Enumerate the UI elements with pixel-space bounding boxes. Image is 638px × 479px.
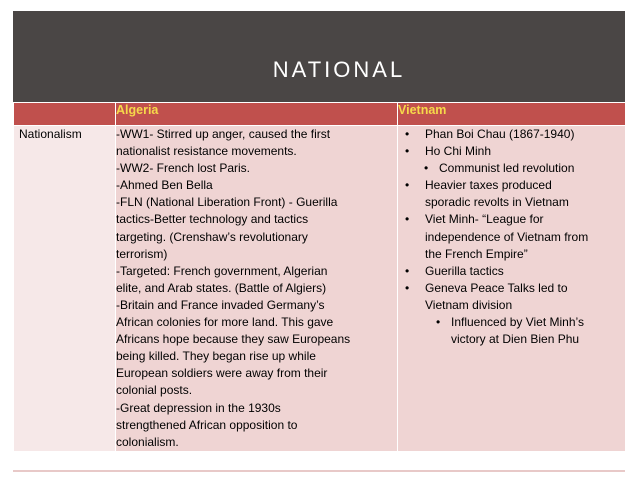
list-item-text: victory at Dien Bien Phu <box>451 332 580 347</box>
slide-title: NATIONAL <box>272 57 406 82</box>
bottom-divider <box>13 470 625 472</box>
bullet-icon: • <box>405 263 410 278</box>
nationalism-table <box>13 102 626 452</box>
header-empty-cell <box>14 103 116 126</box>
bullet-icon: • <box>405 178 410 193</box>
list-item-text: Ho Chi Minh <box>425 144 492 159</box>
algeria-line: European soldiers were away from their <box>116 366 328 381</box>
list-item-text: Viet Minh- “League for <box>425 212 544 227</box>
list-item <box>398 263 625 280</box>
algeria-line: tactics-Better technology and tactics <box>116 212 309 227</box>
algeria-line: strengthened African opposition to <box>116 417 298 432</box>
list-item-text: independence of Vietnam from <box>425 229 589 244</box>
algeria-line: targeting. (Crenshaw’s revolutionary <box>116 229 308 244</box>
list-item <box>398 177 625 194</box>
algeria-line: -WW2- French lost Paris. <box>116 161 251 176</box>
list-item-text: Influenced by Viet Minh’s <box>451 315 584 330</box>
algeria-cell <box>116 126 398 452</box>
table-header-row <box>14 103 626 126</box>
list-item <box>398 246 625 263</box>
list-item-text: Heavier taxes produced <box>425 178 552 193</box>
bullet-icon: • <box>405 127 410 141</box>
algeria-line: -Britain and France invaded Germany’s <box>116 297 325 312</box>
bullet-icon: • <box>405 280 410 295</box>
list-item <box>398 229 625 246</box>
list-item <box>398 143 625 160</box>
list-item <box>398 314 625 331</box>
list-item <box>398 331 625 348</box>
algeria-line: being killed. They began rise up while <box>116 349 316 364</box>
list-item-text: sporadic revolts in Vietnam <box>425 195 569 210</box>
table-row <box>14 126 626 452</box>
algeria-line: -WW1- Stirred up anger, caused the first <box>116 127 331 141</box>
row-label-nationalism: Nationalism <box>14 126 116 452</box>
bullet-icon: • <box>424 161 429 176</box>
bullet-icon: • <box>405 212 410 227</box>
algeria-line: -Targeted: French government, Algerian <box>116 263 328 278</box>
list-item <box>398 194 625 211</box>
algeria-line: African colonies for more land. This gave <box>116 315 334 330</box>
list-item-text: Communist led revolution <box>439 161 575 176</box>
algeria-line: colonial posts. <box>116 383 193 398</box>
algeria-line: colonialism. <box>116 434 179 449</box>
algeria-line: -FLN (National Liberation Front) - Guerilla <box>116 195 338 210</box>
bullet-icon: • <box>405 144 410 159</box>
bullet-icon: • <box>436 315 441 330</box>
list-item-text: the French Empire” <box>425 246 528 261</box>
algeria-line: -Great depression in the 1930s <box>116 400 281 415</box>
list-item <box>398 160 625 177</box>
list-item <box>398 211 625 228</box>
algeria-line: nationalist resistance movements. <box>116 144 297 159</box>
list-item <box>398 297 625 314</box>
algeria-line: elite, and Arab states. (Battle of Algiers) <box>116 280 327 295</box>
list-item-text: Phan Boi Chau (1867-1940) <box>425 127 575 141</box>
algeria-line: terrorism) <box>116 246 168 261</box>
title-bar <box>13 11 625 104</box>
algeria-line: -Ahmed Ben Bella <box>116 178 213 193</box>
list-item-text: Geneva Peace Talks led to <box>425 280 568 295</box>
list-item-text: Vietnam division <box>425 297 513 312</box>
vietnam-cell <box>398 126 626 452</box>
header-vietnam: Vietnam <box>398 103 626 126</box>
header-algeria: Algeria <box>116 103 398 126</box>
list-item <box>398 126 625 143</box>
algeria-line: Africans hope because they saw Europeans <box>116 332 351 347</box>
list-item <box>398 280 625 297</box>
vietnam-list <box>398 126 625 348</box>
list-item-text: Guerilla tactics <box>425 263 504 278</box>
